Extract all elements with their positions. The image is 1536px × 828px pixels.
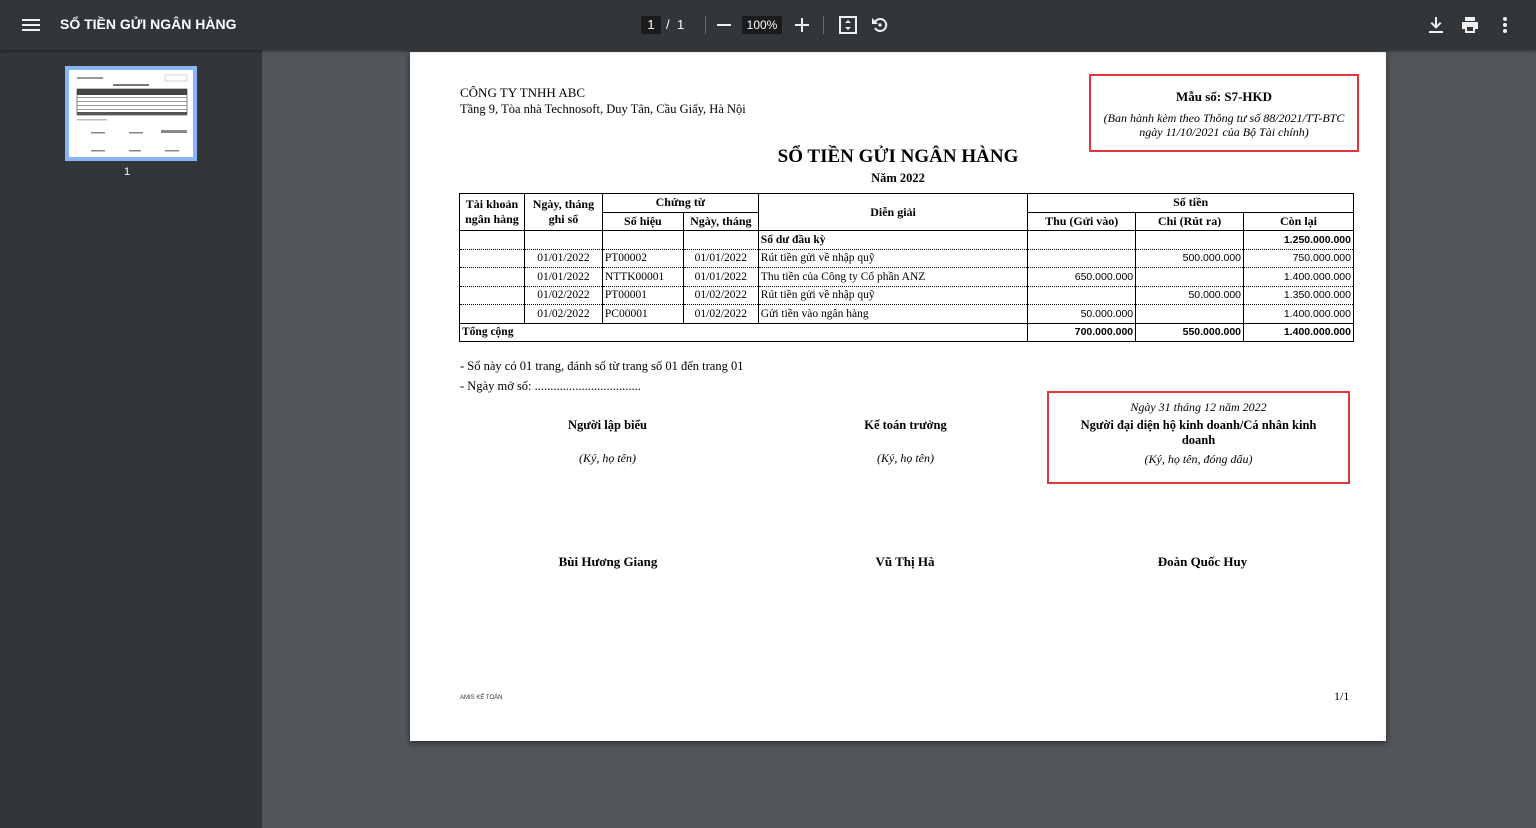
cell-record-date: 01/02/2022 bbox=[524, 286, 602, 305]
total-label: Tổng cộng bbox=[460, 323, 1028, 342]
cell-voucher-date: 01/02/2022 bbox=[683, 305, 758, 324]
form-code-box bbox=[1089, 74, 1359, 152]
print-icon[interactable] bbox=[1458, 13, 1482, 37]
cell-account bbox=[460, 249, 525, 268]
toolbar-divider bbox=[823, 16, 824, 34]
representative-hint: (Ký, họ tên, đóng dấu) bbox=[1144, 452, 1253, 466]
cell-account bbox=[460, 305, 525, 324]
cell-balance: 1.400.000.000 bbox=[1244, 268, 1354, 287]
cell-description: Rút tiền gửi về nhập quỹ bbox=[758, 286, 1027, 305]
cell-payment: 500.000.000 bbox=[1136, 249, 1244, 268]
cell-description: Thu tiền của Công ty Cổ phần ANZ bbox=[758, 268, 1027, 287]
cell-description: Rút tiền gửi về nhập quỹ bbox=[758, 249, 1027, 268]
page-thumbnail[interactable] bbox=[65, 66, 197, 161]
accountant-name: Vũ Thị Hà bbox=[875, 554, 935, 569]
company-name: CÔNG TY TNHH ABC bbox=[460, 85, 586, 100]
preparer-hint: (Ký, họ tên) bbox=[579, 451, 636, 465]
table-row bbox=[460, 249, 1354, 268]
header-payment: Chi (Rút ra) bbox=[1136, 212, 1244, 231]
cell-balance: 750.000.000 bbox=[1244, 249, 1354, 268]
fit-to-page-icon[interactable] bbox=[836, 13, 860, 37]
header-voucher-date: Ngày, tháng bbox=[683, 212, 758, 231]
total-row bbox=[460, 323, 1354, 342]
opening-label: Số dư đầu kỳ bbox=[758, 231, 1027, 250]
cell-voucher-no: PT00002 bbox=[602, 249, 683, 268]
thumbnail-preview bbox=[69, 70, 193, 157]
cell-record-date: 01/01/2022 bbox=[524, 268, 602, 287]
open-date-note: - Ngày mở sổ: .................................. bbox=[460, 379, 641, 393]
form-code: Mẫu số: S7-HKD bbox=[1175, 89, 1273, 104]
document-page bbox=[410, 52, 1386, 741]
cell-voucher-date: 01/01/2022 bbox=[683, 249, 758, 268]
cell-voucher-date: 01/02/2022 bbox=[683, 286, 758, 305]
zoom-input[interactable]: 100% bbox=[742, 16, 782, 34]
cell-voucher-no: PC00001 bbox=[602, 305, 683, 324]
preparer-signature-block bbox=[530, 418, 685, 466]
zoom-out-icon[interactable] bbox=[712, 13, 736, 37]
zoom-in-icon[interactable] bbox=[790, 13, 814, 37]
accountant-hint: (Ký, họ tên) bbox=[877, 451, 934, 465]
more-options-icon[interactable] bbox=[1493, 13, 1517, 37]
cell-account bbox=[460, 268, 525, 287]
rotate-icon[interactable] bbox=[868, 13, 892, 37]
cell-record-date: 01/01/2022 bbox=[524, 249, 602, 268]
accountant-role: Kế toán trưởng bbox=[864, 418, 947, 432]
header-record-date: Ngày, tháng ghi sổ bbox=[524, 194, 602, 231]
cell-voucher-date: 01/01/2022 bbox=[683, 268, 758, 287]
page-number-input[interactable]: 1 bbox=[641, 16, 661, 34]
ledger-title: SỔ TIỀN GỬI NGÂN HÀNG bbox=[777, 146, 1019, 167]
thumbnail-sidebar bbox=[0, 50, 262, 828]
toolbar-divider bbox=[705, 16, 706, 34]
opening-balance: 1.250.000.000 bbox=[1244, 231, 1354, 250]
header-balance: Còn lại bbox=[1244, 212, 1354, 231]
viewer-toolbar bbox=[0, 0, 1536, 50]
header-receipt: Thu (Gửi vào) bbox=[1028, 212, 1136, 231]
opening-balance-row bbox=[460, 231, 1354, 250]
menu-icon[interactable] bbox=[19, 13, 43, 37]
ledger-table bbox=[459, 193, 1354, 342]
header-voucher-no: Số hiệu bbox=[602, 212, 683, 231]
signature-date: Ngày 31 tháng 12 năm 2022 bbox=[1130, 400, 1267, 414]
cell-payment bbox=[1136, 305, 1244, 324]
footer-page-number: 1/1 bbox=[1334, 689, 1350, 703]
header-account: Tài khoản ngân hàng bbox=[460, 194, 525, 231]
header-amount: Số tiền bbox=[1028, 194, 1354, 213]
page-count-note: - Sổ này có 01 trang, đánh số từ trang số 01 đến trang 01 bbox=[460, 359, 744, 373]
table-row bbox=[460, 286, 1354, 305]
table-row bbox=[460, 268, 1354, 287]
cell-balance: 1.400.000.000 bbox=[1244, 305, 1354, 324]
header-description: Diễn giải bbox=[758, 194, 1027, 231]
form-note: (Ban hành kèm theo Thông tư số 88/2021/TT-BTC ngày 11/10/2021 của Bộ Tài chính) bbox=[1103, 111, 1345, 139]
cell-record-date: 01/02/2022 bbox=[524, 305, 602, 324]
cell-description: Gửi tiền vào ngân hàng bbox=[758, 305, 1027, 324]
cell-voucher-no: PT00001 bbox=[602, 286, 683, 305]
preparer-role: Người lập biểu bbox=[567, 418, 648, 432]
cell-receipt bbox=[1028, 249, 1136, 268]
header-voucher: Chứng từ bbox=[602, 194, 758, 213]
footer-brand: AMIS KẾ TOÁN bbox=[460, 695, 503, 701]
representative-name: Đoàn Quốc Huy bbox=[1157, 554, 1248, 569]
accountant-signature-block bbox=[828, 418, 983, 466]
total-receipt: 700.000.000 bbox=[1028, 323, 1136, 342]
cell-receipt bbox=[1028, 286, 1136, 305]
cell-account bbox=[460, 286, 525, 305]
ledger-year: Năm 2022 bbox=[871, 171, 925, 185]
cell-balance: 1.350.000.000 bbox=[1244, 286, 1354, 305]
document-title: SỔ TIỀN GỬI NGÂN HÀNG bbox=[60, 16, 237, 32]
cell-receipt: 50.000.000 bbox=[1028, 305, 1136, 324]
preparer-name: Bùi Hương Giang bbox=[558, 554, 658, 569]
total-balance: 1.400.000.000 bbox=[1244, 323, 1354, 342]
representative-signature-block bbox=[1047, 391, 1350, 484]
cell-receipt: 650.000.000 bbox=[1028, 268, 1136, 287]
page-separator: / bbox=[666, 17, 670, 32]
cell-payment: 50.000.000 bbox=[1136, 286, 1244, 305]
total-payment: 550.000.000 bbox=[1136, 323, 1244, 342]
cell-payment bbox=[1136, 268, 1244, 287]
thumbnail-page-number: 1 bbox=[124, 166, 131, 178]
cell-voucher-no: NTTK00001 bbox=[602, 268, 683, 287]
table-row bbox=[460, 305, 1354, 324]
total-pages: 1 bbox=[677, 17, 685, 32]
company-address: Tầng 9, Tòa nhà Technosoft, Duy Tân, Cầu Giấy, Hà Nội bbox=[460, 102, 746, 116]
representative-role: Người đại diện hộ kinh doanh/Cá nhân kinh doanh bbox=[1080, 418, 1317, 447]
download-icon[interactable] bbox=[1424, 13, 1448, 37]
